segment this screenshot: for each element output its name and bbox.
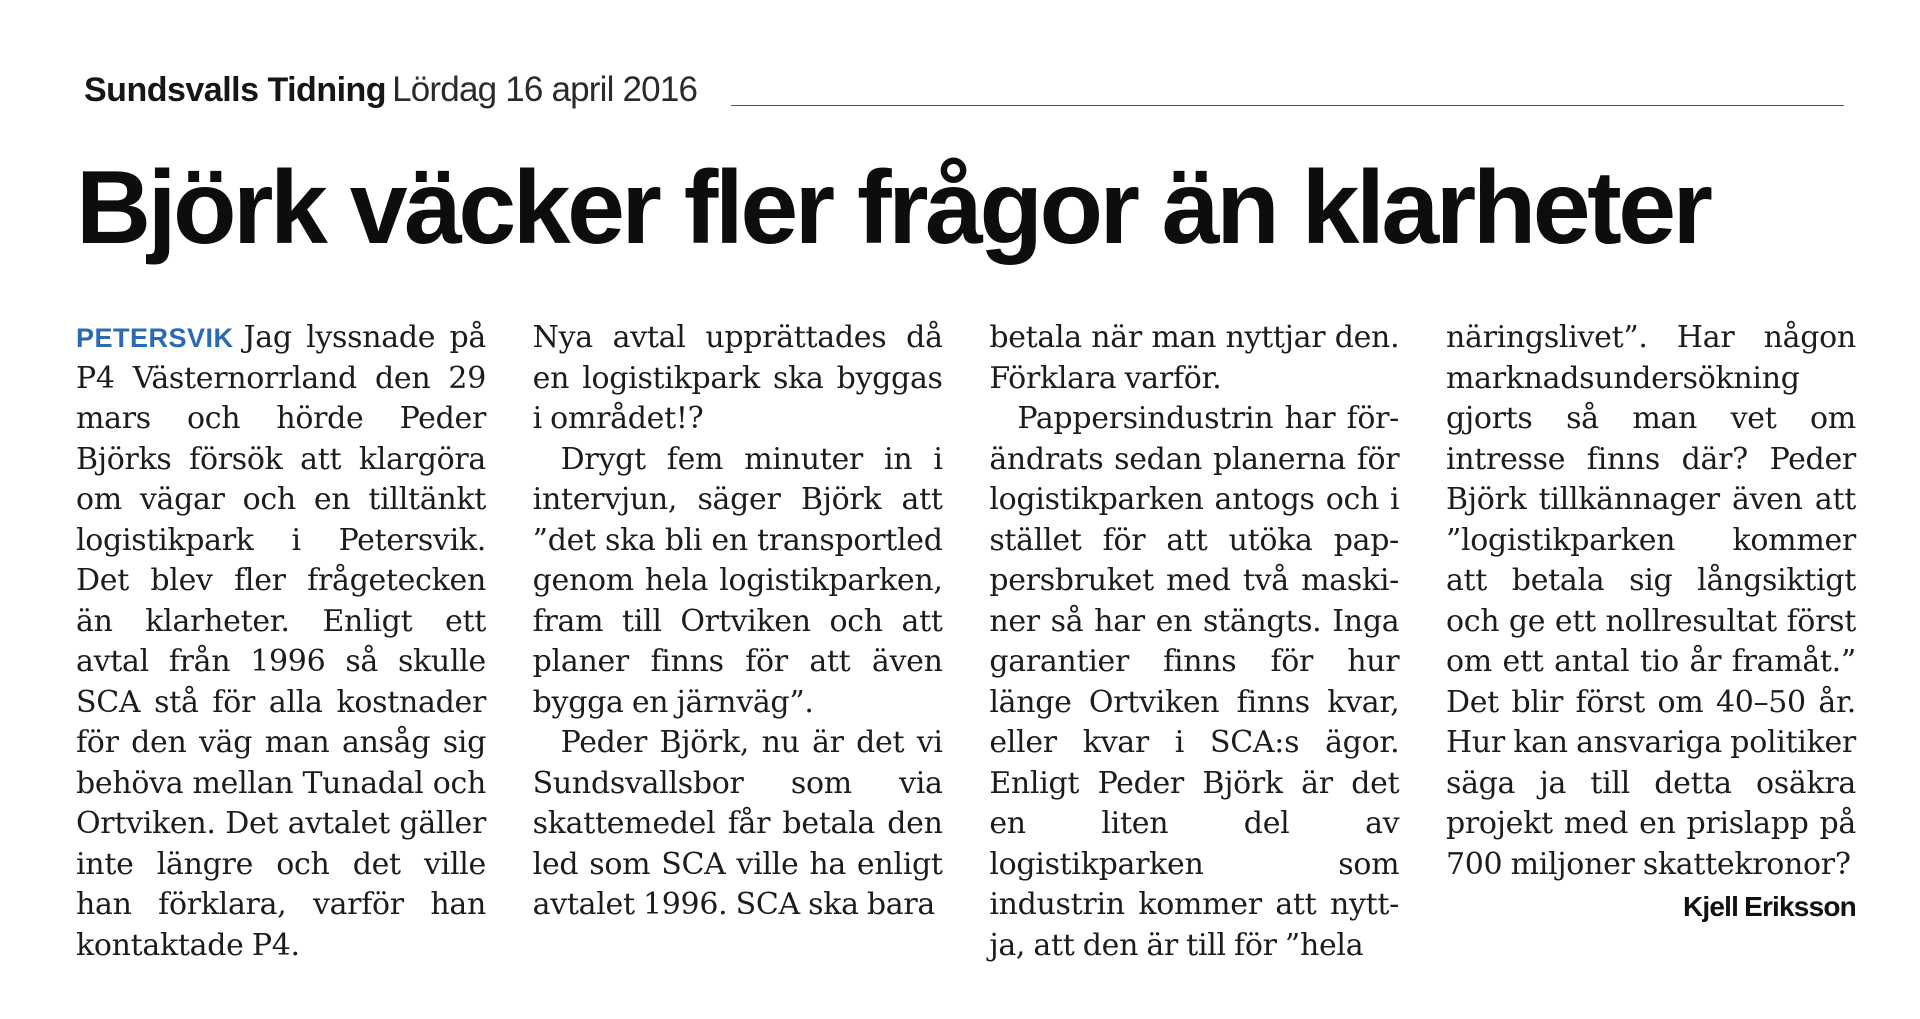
paragraph: näringslivet”. Har någon marknadsundersökning gjorts så man vet om intresse finns där? Peder Björk tillkännager även att ”logistikparken kommer att betala sig långsiktigt och ge ett nollresultat först om ett antal tio år framåt.” Det blir först om 40–50 år. Hur kan ansvariga politiker säga ja till detta osäkra projekt med en prislapp på 700 miljoner skattekronor?	[1445, 320, 1856, 882]
article-column-4	[1446, 318, 1856, 966]
paragraph-text: Jag lyssnade på P4 Västernorrland den 29 mars och hörde Peder Björks försök att klargöra om vägar och en tilltänkt logistikpark i Petersvik. Det blev fler frågetecken än klarheter. Enligt ett avtal från 1996 så skulle SCA stå för alla kostnader för den väg man ansåg sig behöva mellan Tunadal och Ortviken. Det avtalet gäller inte längre och det ville han förklara, varför han kontaktade P4.	[76, 320, 486, 963]
paragraph: Pappersindustrin har förändrats sedan planerna för logistikparken antogs och i stället för att utöka pappersbruket med två maskiner så har en stängts. Inga garantier finns för hur länge Ortviken finns kvar, eller kvar i SCA:s ägor. Enligt Peder Björk är det en liten del av logistikparken som industrin kommer att nyttja, att den är till för ”hela	[989, 401, 1400, 963]
byline: Kjell Eriksson	[1682, 891, 1856, 922]
masthead	[84, 66, 1844, 110]
article-body	[76, 318, 1856, 966]
paragraph: Nya avtal upprättades då en logistikpark ska byggas i området!?	[532, 320, 943, 436]
publication-date: Lördag 16 april 2016	[392, 70, 698, 109]
paragraph	[76, 318, 486, 966]
dateline: PETERSVIK	[76, 323, 234, 353]
paragraph: betala när man nyttjar den. Förklara varför.	[989, 320, 1400, 396]
masthead-rule	[731, 105, 1844, 106]
paragraph: Drygt fem minuter in i intervjun, säger Björk att ”det ska bli en transportled genom hela logistikparken, fram till Ortviken och att planer finns för att även bygga en järnväg”.	[532, 441, 943, 720]
article-column-2	[533, 318, 943, 966]
article-column-3	[989, 318, 1399, 966]
paragraph: Peder Björk, nu är det vi Sundsvallsbor som via skattemedel får betala den led som SCA ville ha enligt avtalet 1996. SCA ska bara	[532, 725, 943, 922]
headline: Björk väcker fler frågor än klarheter	[76, 150, 1710, 266]
article-column-1	[76, 318, 486, 966]
newspaper-name: Sundsvalls Tidning	[84, 71, 387, 109]
